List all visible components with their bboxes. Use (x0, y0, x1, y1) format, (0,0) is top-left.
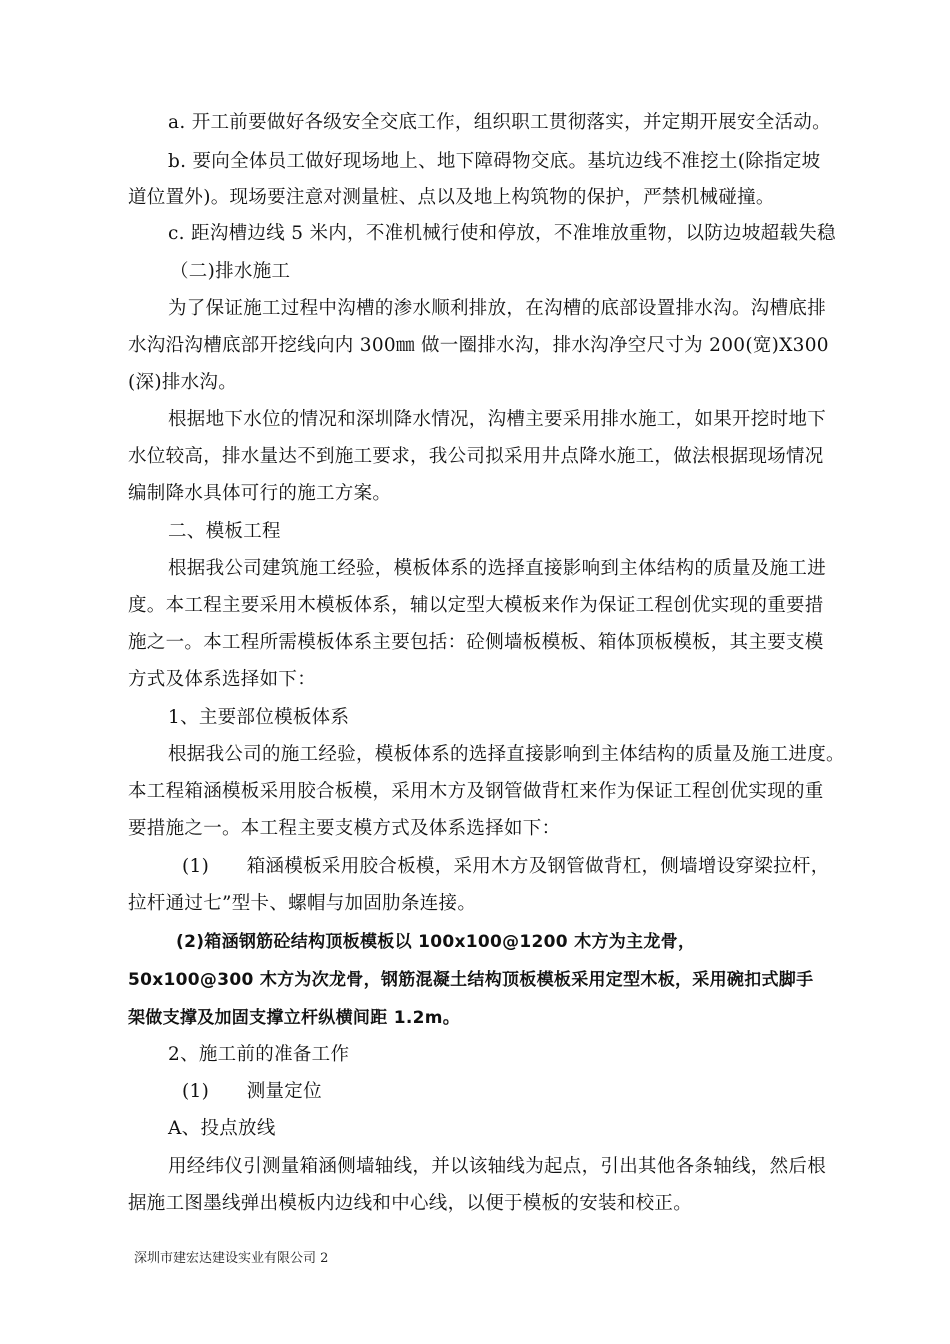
paragraph-line: a. 开工前要做好各级安全交底工作，组织职工贯彻落实，并定期开展安全活动。 (168, 112, 831, 133)
paragraph-line: 拉杆通过七”型卡、螺帽与加固肋条连接。 (128, 893, 477, 914)
paragraph-line: 度。本工程主要采用木模板体系，辅以定型大模板来作为保证工程创优实现的重要措 (128, 595, 824, 616)
paragraph-line: b. 要向全体员工做好现场地上、地下障碍物交底。基坑边线不准挖土(除指定坡 (168, 151, 821, 172)
section-heading: 二、模板工程 (168, 521, 281, 542)
paragraph-line: 本工程箱涵模板采用胶合板模，采用木方及钢管做背杠来作为保证工程创优实现的重 (128, 781, 824, 802)
paragraph-line: (1) 箱涵模板采用胶合板模，采用木方及钢管做背杠，侧墙增设穿梁拉杆， (182, 856, 830, 877)
paragraph-line: 根据地下水位的情况和深圳降水情况，沟槽主要采用排水施工，如果开挖时地下 (168, 409, 827, 430)
paragraph-line: (2)箱涵钢筋砼结构顶板模板以 100x100@1200 木方为主龙骨， (176, 932, 696, 952)
section-heading: 2、施工前的准备工作 (168, 1044, 350, 1065)
paragraph-line: 据施工图墨线弹出模板内边线和中心线，以便于模板的安装和校正。 (128, 1193, 693, 1214)
paragraph-line: 根据我公司建筑施工经验，模板体系的选择直接影响到主体结构的质量及施工进 (168, 558, 827, 579)
paragraph-line: 水沟沿沟槽底部开挖线向内 300㎜ 做一圈排水沟，排水沟净空尺寸为 200(宽)X300 (128, 335, 829, 356)
paragraph-line: 水位较高，排水量达不到施工要求，我公司拟采用井点降水施工，做法根据现场情况 (128, 446, 824, 467)
paragraph-line: 用经纬仪引测量箱涵侧墙轴线，并以该轴线为起点，引出其他各条轴线，然后根 (168, 1156, 827, 1177)
page-footer: 深圳市建宏达建设实业有限公司 2 (134, 1251, 329, 1266)
paragraph-line: 根据我公司的施工经验，模板体系的选择直接影响到主体结构的质量及施工进度。 (168, 744, 845, 765)
section-heading: (1) 测量定位 (182, 1081, 322, 1102)
paragraph-line: 要措施之一。本工程主要支模方式及体系选择如下： (128, 818, 561, 839)
section-heading: 1、主要部位模板体系 (168, 707, 350, 728)
paragraph-line: 道位置外)。现场要注意对测量桩、点以及地上构筑物的保护，严禁机械碰撞。 (128, 187, 775, 208)
section-heading: （二)排水施工 (170, 261, 291, 282)
paragraph-line: 50x100@300 木方为次龙骨，钢筋混凝土结构顶板模板采用定型木板，采用碗扣式脚手 (128, 970, 814, 990)
paragraph-line: 施之一。本工程所需模板体系主要包括：砼侧墙板模板、箱体顶板模板，其主要支模 (128, 632, 824, 653)
paragraph-line: c. 距沟槽边线 5 米内，不准机械行使和停放，不准堆放重物，以防边坡超载失稳 (168, 223, 836, 244)
paragraph-line: (深)排水沟。 (128, 372, 238, 393)
paragraph-line: 方式及体系选择如下： (128, 669, 317, 690)
paragraph-line: 架做支撑及加固支撑立杆纵横间距 1.2m。 (128, 1008, 461, 1028)
paragraph-line: 为了保证施工过程中沟槽的渗水顺利排放，在沟槽的底部设置排水沟。沟槽底排 (168, 298, 827, 319)
paragraph-line: 编制降水具体可行的施工方案。 (128, 483, 392, 504)
section-heading: A、投点放线 (168, 1118, 276, 1139)
